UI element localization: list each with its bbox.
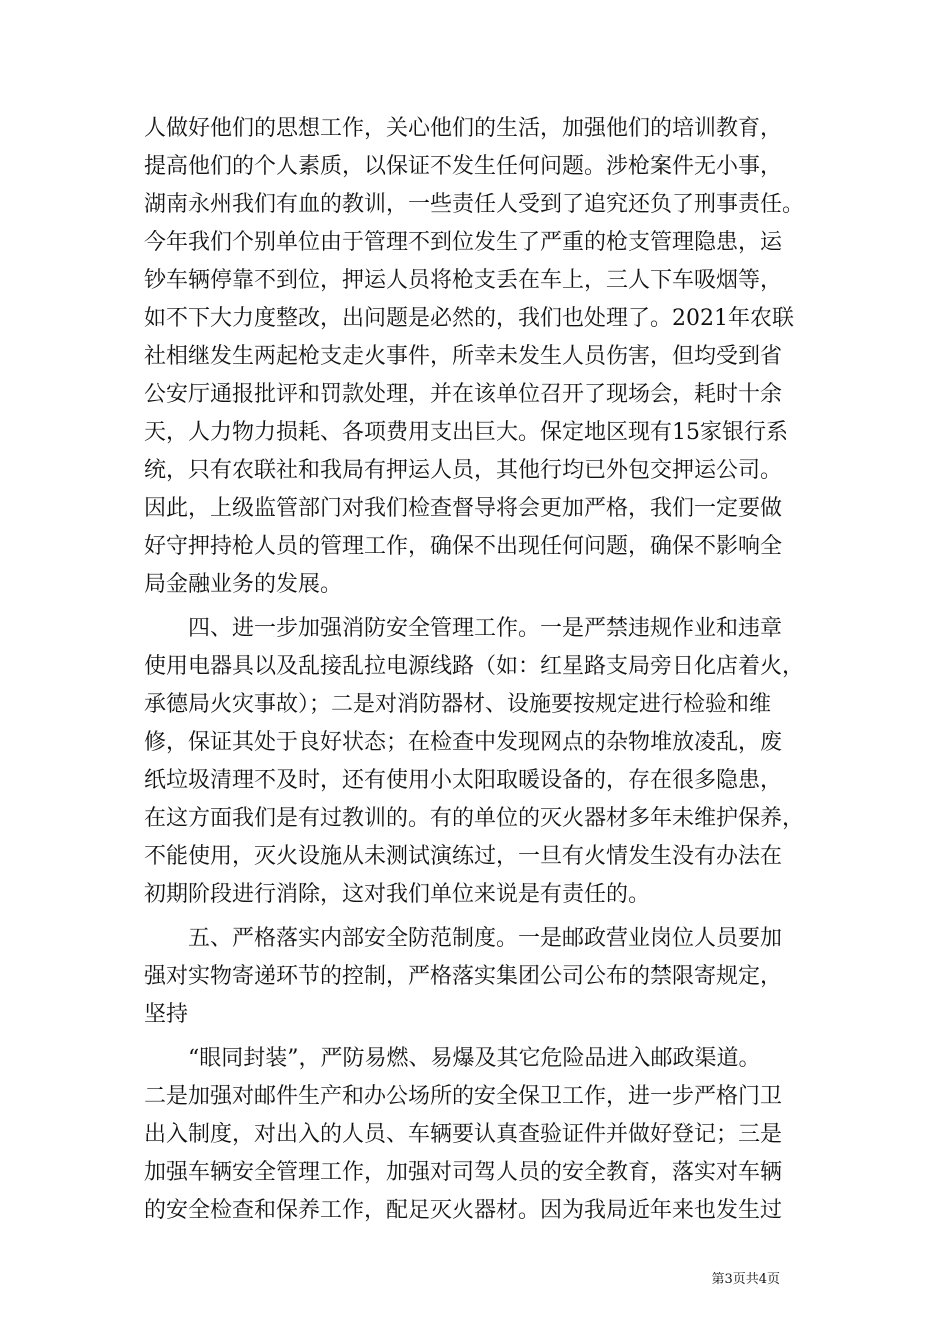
text-line: “眼同封装”，严防易燃、易爆及其它危险品进入邮政渠道。 [144,1046,761,1071]
text-line: 的安全检查和保养工作，配足灭火器材。因为我局近年来也发生过 [144,1198,783,1223]
text-line: 好守押持枪人员的管理工作，确保不出现任何问题，确保不影响全 [144,534,783,559]
text-line: 今年我们个别单位由于管理不到位发生了严重的枪支管理隐患，运 [144,230,783,255]
text-line: 局金融业务的发展。 [144,572,343,597]
text-line: 人做好他们的思想工作，关心他们的生活，加强他们的培训教育， [144,116,783,141]
text-line: 钞车辆停靠不到位，押运人员将枪支丢在车上，三人下车吸烟等， [144,268,783,293]
text-line: 坚持 [144,1002,189,1027]
page-number: 第3页共4页 [711,1272,780,1287]
text-line: 不能使用，灭火设施从未测试演练过，一旦有火情发生没有办法在 [144,844,783,869]
text-line: 因此，上级监管部门对我们检查督导将会更加严格，我们一定要做 [144,496,783,521]
text-line: 纸垃圾清理不及时，还有使用小太阳取暖设备的，存在很多隐患， [144,768,783,793]
text-line: 修，保证其处于良好状态；在检查中发现网点的杂物堆放凌乱，废 [144,730,783,755]
text-line: 承德局火灾事故）；二是对消防器材、设施要按规定进行检验和维 [144,692,772,717]
text-line: 出入制度，对出入的人员、车辆要认真查验证件并做好登记；三是 [144,1122,783,1147]
text-line: 五、严格落实内部安全防范制度。一是邮政营业岗位人员要加 [144,926,783,951]
text-line: 湖南永州我们有血的教训，一些责任人受到了追究还负了刑事责任。 [144,192,805,217]
text-line: 天，人力物力损耗、各项费用支出巨大。保定地区现有15家银行系 [144,420,788,445]
paragraph-1 [144,110,824,604]
text-line: 公安厅通报批评和罚款处理，并在该单位召开了现场会，耗时十余 [144,382,783,407]
text-line: 初期阶段进行消除，这对我们单位来说是有责任的。 [144,882,651,907]
text-line: 统，只有农联社和我局有押运人员，其他行均已外包交押运公司。 [144,458,783,483]
text-line: 在这方面我们是有过教训的。有的单位的灭火器材多年未维护保养， [144,806,805,831]
text-line: 提高他们的个人素质，以保证不发生任何问题。涉枪案件无小事， [144,154,783,179]
text-line: 使用电器具以及乱接乱拉电源线路（如：红星路支局旁日化店着火， [144,654,805,679]
paragraph-3 [144,920,824,1034]
text-line: 社相继发生两起枪支走火事件，所幸未发生人员伤害，但均受到省 [144,344,783,369]
text-line: 加强车辆安全管理工作，加强对司驾人员的安全教育，落实对车辆 [144,1160,783,1185]
text-line: 二是加强对邮件生产和办公场所的安全保卫工作，进一步严格门卫 [144,1084,783,1109]
paragraph-2 [144,610,824,914]
document-body [144,110,824,1230]
text-line: 如不下大力度整改，出问题是必然的，我们也处理了。2021年农联 [144,306,794,331]
paragraph-4 [144,1040,824,1230]
text-line: 四、进一步加强消防安全管理工作。一是严禁违规作业和违章 [144,616,783,641]
text-line: 强对实物寄递环节的控制，严格落实集团公司公布的禁限寄规定， [144,964,783,989]
